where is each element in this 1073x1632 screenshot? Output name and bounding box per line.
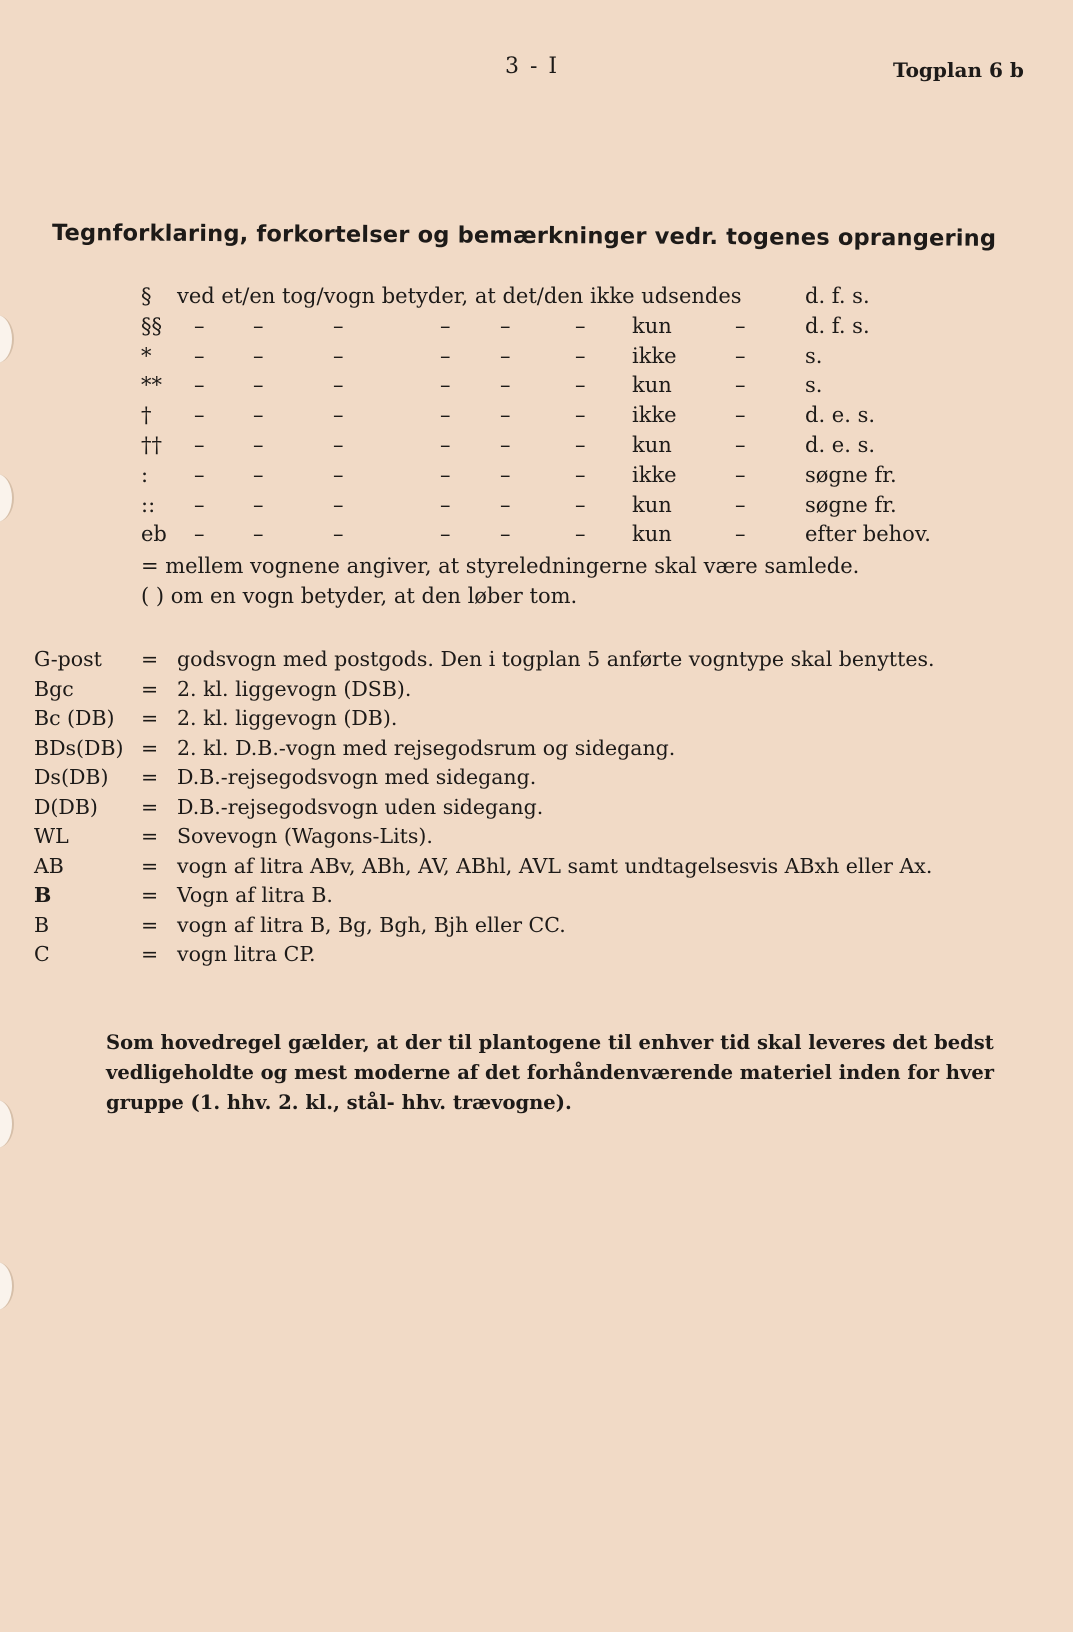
symbol-legend-row — [0, 463, 1073, 493]
legend-dash: – — [500, 313, 511, 338]
equals-sign: = — [141, 824, 159, 848]
symbol-legend-row — [0, 433, 1073, 463]
symbol-legend-row — [0, 314, 1073, 344]
abbreviation-definition: Vogn af litra B. — [177, 883, 333, 907]
symbol-legend-row — [0, 373, 1073, 403]
symbol-legend-rows — [0, 314, 1073, 552]
legend-dash: – — [735, 522, 746, 547]
legend-symbol: ** — [141, 373, 162, 398]
equals-sign: = — [141, 883, 159, 907]
legend-dash: – — [500, 462, 511, 487]
abbreviation-definition: D.B.-rejsegodsvogn med sidegang. — [177, 765, 537, 789]
legend-dash: – — [575, 343, 586, 368]
equals-sign: = — [141, 853, 159, 878]
legend-word: kun — [632, 432, 672, 457]
legend-word: kun — [632, 313, 672, 338]
abbreviation-key: G-post — [34, 647, 102, 671]
legend-dash: – — [333, 343, 344, 368]
legend-value: efter behov. — [805, 522, 931, 547]
legend-dash: – — [575, 403, 586, 428]
legend-dash: – — [253, 492, 264, 517]
page-title: Tegnforklaring, forkortelser og bemærkninger vedr. togenes oprangering — [51, 220, 997, 252]
legend-dash: – — [194, 462, 205, 487]
legend-symbol: † — [141, 403, 152, 428]
legend-word: ikke — [632, 462, 677, 487]
abbreviation-row — [0, 911, 1073, 941]
legend-notes — [141, 554, 859, 614]
plan-label: Togplan 6 b — [893, 58, 1024, 82]
abbreviation-definition: 2. kl. D.B.-vogn med rejsegodsrum og sidegang. — [177, 735, 676, 760]
equals-sign: = — [141, 676, 159, 701]
binder-hole — [0, 1100, 14, 1148]
legend-symbol: §§ — [141, 313, 162, 338]
symbol-legend-row — [0, 403, 1073, 433]
legend-dash: – — [735, 373, 746, 398]
legend-word: ikke — [632, 343, 677, 368]
legend-symbol: § — [141, 284, 152, 308]
legend-dash: – — [440, 373, 451, 398]
legend-dash: – — [735, 492, 746, 517]
legend-value: s. — [805, 343, 823, 368]
legend-note: = mellem vognene angiver, at styreledningerne skal være samlede. — [141, 554, 860, 578]
legend-dash: – — [575, 492, 586, 517]
legend-value: d. f. s. — [805, 313, 870, 338]
legend-dash: – — [194, 492, 205, 517]
legend-dash: – — [194, 373, 205, 398]
legend-dash: – — [735, 403, 746, 428]
abbreviation-row — [0, 940, 1073, 970]
legend-note: ( ) om en vogn betyder, at den løber tom. — [141, 584, 578, 608]
legend-dash: – — [440, 313, 451, 338]
abbreviation-definition: vogn af litra ABv, ABh, AV, ABhl, AVL samt undtagelsesvis ABxh eller Ax. — [177, 853, 933, 878]
legend-dash: – — [194, 403, 205, 428]
legend-dash: – — [500, 522, 511, 547]
legend-dash: – — [440, 432, 451, 457]
legend-word: kun — [632, 522, 672, 547]
legend-dash: – — [500, 403, 511, 428]
legend-value: søgne fr. — [805, 462, 897, 487]
equals-sign: = — [141, 942, 159, 966]
legend-dash: – — [735, 462, 746, 487]
abbreviation-key: B — [34, 912, 50, 937]
abbreviation-key: BDs(DB) — [34, 735, 124, 760]
legend-dash: – — [575, 313, 586, 338]
abbreviation-row — [0, 822, 1073, 852]
legend-dash: – — [735, 313, 746, 338]
legend-dash: – — [333, 313, 344, 338]
abbreviation-definition: Sovevogn (Wagons-Lits). — [177, 824, 433, 848]
equals-sign: = — [141, 912, 159, 937]
legend-dash: – — [333, 403, 344, 428]
symbol-legend-row — [0, 493, 1073, 523]
legend-value: søgne fr. — [805, 492, 897, 517]
abbreviation-definition: godsvogn med postgods. Den i togplan 5 anførte vogntype skal benyttes. — [177, 647, 935, 671]
legend-dash: – — [253, 403, 264, 428]
legend-dash: – — [575, 462, 586, 487]
legend-dash: – — [253, 522, 264, 547]
abbreviation-definition: vogn af litra B, Bg, Bgh, Bjh eller CC. — [177, 912, 566, 937]
legend-symbol: eb — [141, 522, 167, 547]
legend-dash: – — [253, 462, 264, 487]
legend-symbol: * — [141, 343, 152, 368]
abbreviation-row — [0, 675, 1073, 705]
symbol-legend-row — [0, 344, 1073, 374]
legend-dash: – — [253, 432, 264, 457]
abbreviation-definition: 2. kl. liggevogn (DSB). — [177, 676, 412, 701]
legend-dash: – — [333, 462, 344, 487]
abbreviation-row — [0, 793, 1073, 823]
symbol-legend-row — [0, 284, 1073, 314]
abbreviation-key: Bc (DB) — [34, 706, 115, 730]
legend-dash: – — [440, 522, 451, 547]
legend-value: s. — [805, 373, 823, 398]
abbreviation-key: B — [34, 883, 52, 907]
equals-sign: = — [141, 647, 159, 671]
binder-hole — [0, 1262, 14, 1310]
abbreviation-row — [0, 852, 1073, 882]
abbreviation-row — [0, 763, 1073, 793]
legend-dash: – — [440, 492, 451, 517]
abbreviation-definition: vogn litra CP. — [177, 942, 316, 966]
legend-dash: – — [440, 462, 451, 487]
legend-symbol: †† — [141, 432, 162, 457]
legend-dash: – — [253, 373, 264, 398]
page-number: 3 - I — [505, 54, 560, 79]
equals-sign: = — [141, 735, 159, 760]
abbreviation-key: Ds(DB) — [34, 765, 109, 789]
abbreviation-key: D(DB) — [34, 794, 98, 819]
equals-sign: = — [141, 794, 159, 819]
abbreviation-key: WL — [34, 824, 69, 848]
abbreviation-key: Bgc — [34, 676, 74, 701]
abbreviation-row — [0, 645, 1073, 675]
abbreviation-definition: D.B.-rejsegodsvogn uden sidegang. — [177, 794, 544, 819]
legend-dash: – — [440, 343, 451, 368]
legend-symbol: :: — [141, 492, 156, 517]
legend-dash: – — [500, 373, 511, 398]
legend-dash: – — [575, 522, 586, 547]
legend-value: d. f. s. — [805, 284, 870, 308]
legend-dash: – — [500, 492, 511, 517]
legend-dash: – — [500, 343, 511, 368]
legend-dash: – — [333, 492, 344, 517]
legend-dash: – — [500, 432, 511, 457]
legend-dash: – — [440, 403, 451, 428]
legend-word: kun — [632, 373, 672, 398]
legend-dash: – — [194, 432, 205, 457]
symbol-legend — [0, 284, 1073, 552]
abbreviation-key: C — [34, 942, 50, 966]
abbreviation-row — [0, 734, 1073, 764]
abbreviation-row — [0, 881, 1073, 911]
symbol-legend-row — [0, 522, 1073, 552]
legend-dash: – — [333, 373, 344, 398]
legend-dash: – — [735, 343, 746, 368]
abbreviation-definition: 2. kl. liggevogn (DB). — [177, 706, 398, 730]
legend-dash: – — [333, 522, 344, 547]
legend-dash: – — [194, 522, 205, 547]
equals-sign: = — [141, 706, 159, 730]
legend-dash: – — [194, 313, 205, 338]
abbreviation-list — [0, 645, 1073, 970]
legend-word: ikke — [632, 403, 677, 428]
legend-dash: – — [194, 343, 205, 368]
legend-dash: – — [735, 432, 746, 457]
legend-dash: – — [253, 313, 264, 338]
equals-sign: = — [141, 765, 159, 789]
legend-dash: – — [333, 432, 344, 457]
closing-note: Som hovedregel gælder, at der til plantogene til enhver tid skal leveres det bedst vedligeholdte og mest moderne af det forhåndenværende materiel inden for hver gruppe (1. hhv. 2. kl., stål- hhv. trævogne). — [106, 1031, 994, 1114]
abbreviation-key: AB — [34, 853, 64, 878]
abbreviation-row — [0, 704, 1073, 734]
legend-dash: – — [575, 373, 586, 398]
legend-symbol: : — [141, 462, 149, 487]
legend-text: ved et/en tog/vogn betyder, at det/den ikke udsendes — [177, 284, 742, 308]
legend-dash: – — [253, 343, 264, 368]
legend-value: d. e. s. — [805, 403, 876, 428]
legend-word: kun — [632, 492, 672, 517]
legend-dash: – — [575, 432, 586, 457]
legend-value: d. e. s. — [805, 432, 876, 457]
